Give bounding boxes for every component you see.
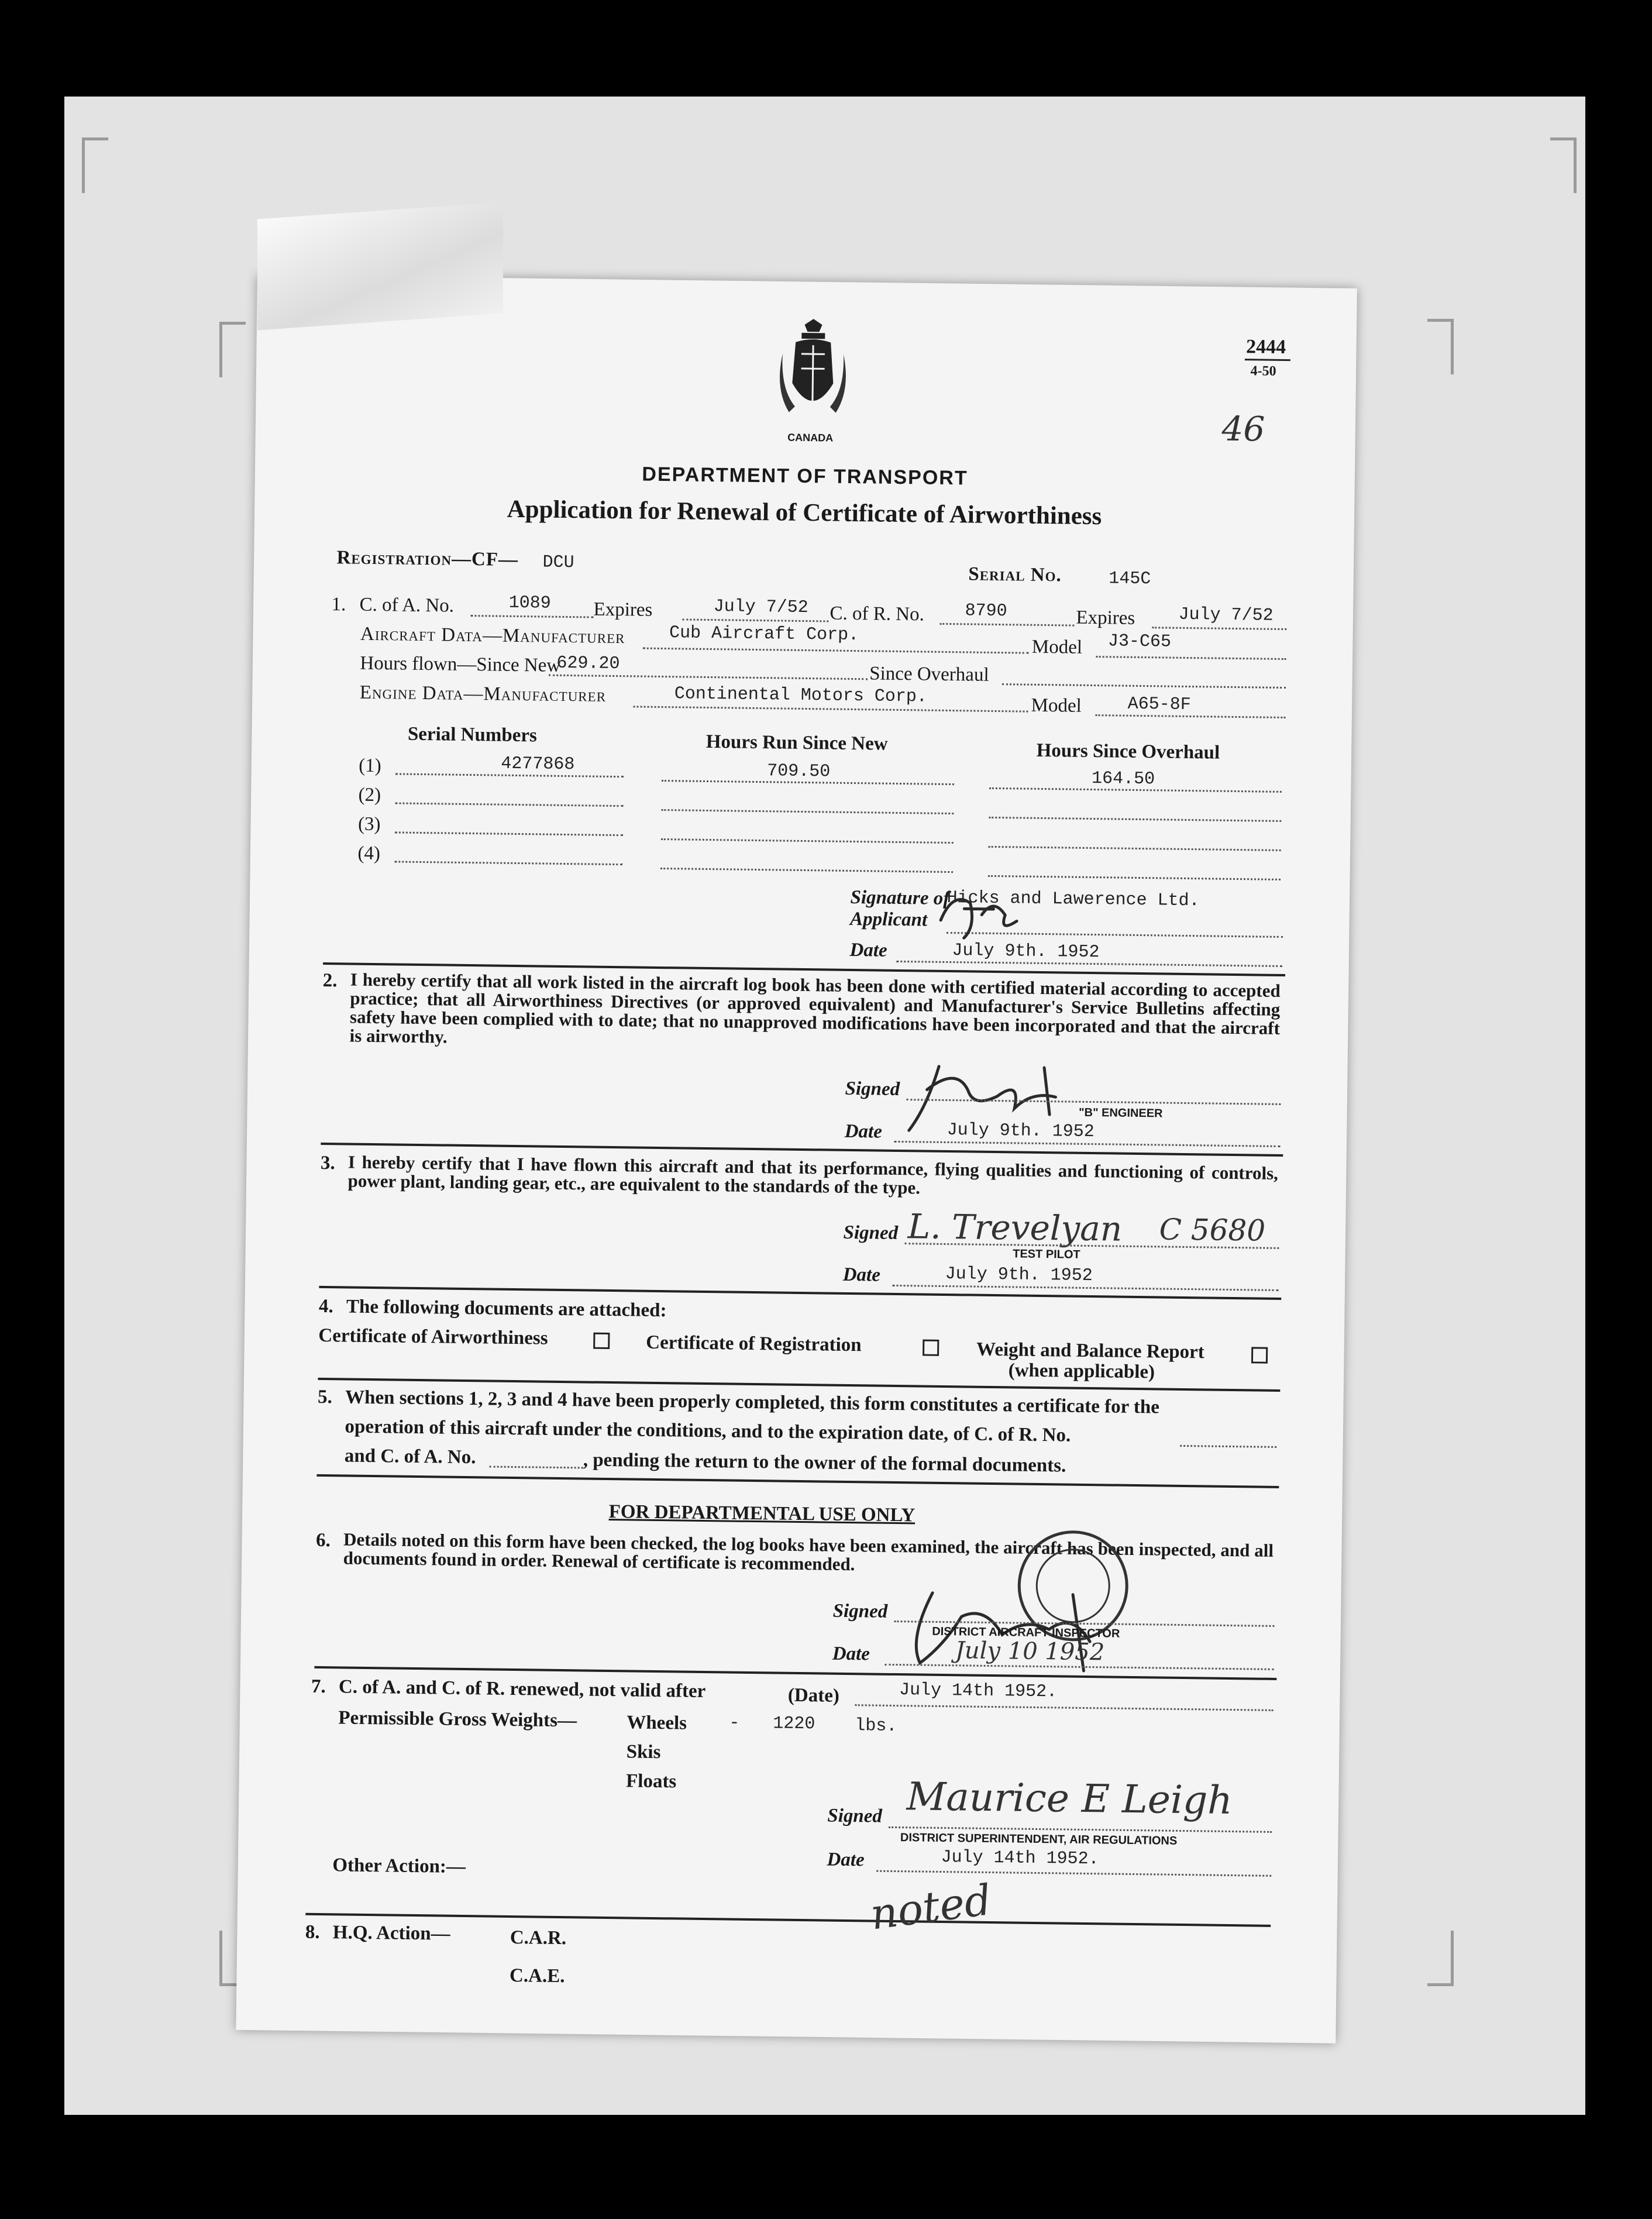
col-hours-overhaul: Hours Since Overhaul bbox=[1036, 739, 1220, 763]
section1-number: 1. bbox=[331, 594, 346, 615]
rule-5 bbox=[316, 1474, 1279, 1488]
engine-data-label: Engine Data—Manufacturer bbox=[359, 682, 607, 706]
ca-value: 1089 bbox=[508, 593, 551, 614]
weights-label: Permissible Gross Weights— bbox=[338, 1707, 577, 1732]
section7-number: 7. bbox=[311, 1676, 326, 1698]
section2-role: "B" ENGINEER bbox=[1078, 1106, 1163, 1120]
model-value: J3-C65 bbox=[1107, 631, 1172, 652]
section3-signed-label: Signed bbox=[843, 1222, 899, 1244]
row-number: (4) bbox=[357, 842, 381, 865]
doc-certificate-registration: Certificate of Registration bbox=[646, 1332, 862, 1356]
cae-label: C.A.E. bbox=[509, 1965, 565, 1987]
section7-date-label: Date bbox=[827, 1849, 865, 1871]
row-dots bbox=[989, 846, 1281, 851]
row-number: (3) bbox=[357, 813, 381, 835]
hq-noted-handwriting: noted bbox=[868, 1874, 994, 1939]
model-dots bbox=[1096, 656, 1286, 660]
section3-role: TEST PILOT bbox=[1013, 1247, 1080, 1261]
section7-date-dots2 bbox=[876, 1870, 1271, 1877]
section5-line3b: , pending the return to the owner of the formal documents. bbox=[583, 1449, 1066, 1477]
engine-serial-value: 4277868 bbox=[501, 754, 575, 775]
section3-date-value: July 9th. 1952 bbox=[945, 1264, 1093, 1286]
row-number: (1) bbox=[359, 755, 381, 777]
row-dots bbox=[660, 868, 953, 873]
section2-date-label: Date bbox=[844, 1120, 883, 1143]
row-number: (2) bbox=[358, 784, 381, 806]
coat-of-arms-label: CANADA bbox=[787, 431, 834, 444]
section7-date-paren: (Date) bbox=[787, 1684, 840, 1707]
row-dots bbox=[989, 817, 1281, 822]
handwritten-page-number: 46 bbox=[1221, 408, 1265, 449]
section5-line3a: and C. of A. No. bbox=[344, 1445, 476, 1468]
registration-label: Registration—CF— bbox=[336, 547, 519, 570]
overhaul-dots bbox=[1002, 683, 1286, 689]
row-dots bbox=[394, 861, 622, 865]
expires-dots bbox=[682, 618, 828, 622]
pilot-signature: L. Trevelyan bbox=[907, 1206, 1123, 1249]
expires2-dots bbox=[1152, 627, 1286, 630]
doc3-checkbox[interactable] bbox=[1251, 1347, 1268, 1363]
expires-value: July 7/52 bbox=[713, 597, 808, 618]
applicant-name: Hicks and Lawerence Ltd. bbox=[947, 887, 1200, 911]
section3-text: I hereby certify that I have flown this aircraft and that its performance, flying qualities and functioning of controls, power plant, landing gear, etc., are equivalent to the standards of the type. bbox=[347, 1151, 1279, 1198]
section7-sign-date-value: July 14th 1952. bbox=[941, 1847, 1099, 1870]
section7-date-value: July 14th 1952. bbox=[899, 1680, 1058, 1702]
section5-line2: operation of this aircraft under the conditions, and to the expiration date, of C. of R. No. bbox=[345, 1416, 1071, 1446]
section5-cr-dots bbox=[1180, 1445, 1276, 1448]
section2-number: 2. bbox=[322, 969, 338, 992]
section6-date-value: July 10 1952 bbox=[955, 1637, 1105, 1666]
doc-certificate-airworthiness: Certificate of Airworthiness bbox=[318, 1324, 548, 1349]
col-hours-run-new: Hours Run Since New bbox=[705, 731, 888, 755]
section5-line1: When sections 1, 2, 3 and 4 have been properly completed, this form constitutes a certificate for the bbox=[345, 1387, 1160, 1418]
row-dots bbox=[395, 831, 623, 836]
section6-date-label: Date bbox=[832, 1643, 870, 1665]
applicant-label: Applicant bbox=[849, 908, 928, 931]
wheels-value: 1220 bbox=[773, 1714, 815, 1735]
wheels-label: Wheels bbox=[627, 1712, 687, 1734]
section6-role: DISTRICT AIRCRAFT INSPECTOR bbox=[932, 1625, 1120, 1640]
engine-model-label: Model bbox=[1031, 694, 1082, 717]
section5-ca-dots bbox=[490, 1466, 583, 1469]
form-title: Application for Renewal of Certificate of Airworthiness bbox=[507, 495, 1102, 531]
expires2-label: Expires bbox=[1076, 607, 1135, 629]
departmental-heading: FOR DEPARTMENTAL USE ONLY bbox=[608, 1501, 916, 1526]
model-label: Model bbox=[1031, 636, 1083, 658]
hours-flown-value: 629.20 bbox=[556, 653, 620, 675]
registration-value: DCU bbox=[542, 552, 574, 573]
section2-signed-label: Signed bbox=[845, 1078, 900, 1100]
section8-number: 8. bbox=[305, 1921, 320, 1943]
col-serial-numbers: Serial Numbers bbox=[407, 723, 538, 746]
row-dots bbox=[661, 809, 954, 814]
wheels-dash: - bbox=[729, 1713, 740, 1733]
row-dots bbox=[988, 875, 1281, 880]
section7-signed-label: Signed bbox=[827, 1805, 883, 1827]
form-number-rule bbox=[1245, 359, 1290, 361]
cr-label: C. of R. No. bbox=[830, 603, 925, 625]
applicant-signature bbox=[929, 879, 1035, 951]
since-overhaul-label: Since Overhaul bbox=[869, 663, 989, 686]
wheels-unit: lbs. bbox=[855, 1716, 897, 1737]
aircraft-data-label: Aircraft Data—Manufacturer bbox=[360, 623, 625, 648]
row-dots bbox=[395, 802, 623, 807]
section4-number: 4. bbox=[318, 1295, 333, 1317]
row-dots bbox=[661, 838, 954, 844]
ca-dots bbox=[470, 615, 593, 618]
hours-flown-label: Hours flown—Since New bbox=[360, 652, 561, 676]
floats-label: Floats bbox=[625, 1770, 677, 1793]
section5-number: 5. bbox=[317, 1386, 333, 1408]
department-title: DEPARTMENT OF TRANSPORT bbox=[642, 463, 968, 490]
aircraft-dots bbox=[643, 648, 1029, 654]
form-date: 4-50 bbox=[1250, 363, 1276, 379]
skis-label: Skis bbox=[626, 1741, 661, 1763]
expires-label: Expires bbox=[593, 598, 653, 621]
applicant-date-value: July 9th. 1952 bbox=[952, 941, 1100, 963]
aircraft-manufacturer-value: Cub Aircraft Corp. bbox=[669, 623, 859, 646]
section7-text: C. of A. and C. of R. renewed, not valid after bbox=[338, 1676, 706, 1702]
pilot-licence: C 5680 bbox=[1159, 1212, 1266, 1248]
form-number: 2444 bbox=[1245, 336, 1286, 358]
doc3-note: (when applicable) bbox=[1008, 1360, 1155, 1383]
coat-of-arms-icon bbox=[777, 318, 848, 430]
engine-dots bbox=[634, 706, 1028, 712]
doc-weight-balance: Weight and Balance Report bbox=[976, 1339, 1204, 1363]
section3-date-label: Date bbox=[842, 1264, 881, 1286]
serial-value: 145C bbox=[1109, 569, 1151, 590]
section6-signed-label: Signed bbox=[832, 1600, 888, 1622]
section6-text: Details noted on this form have been checked, the log books have been examined, the aircraft has been inspected, and all documents found in order. Renewal of certificate is recommended. bbox=[343, 1529, 1274, 1575]
engine-manufacturer-value: Continental Motors Corp. bbox=[674, 684, 928, 707]
car-label: C.A.R. bbox=[510, 1926, 567, 1949]
hours-dots bbox=[549, 675, 868, 680]
superintendent-signature: Maurice E Leigh bbox=[906, 1774, 1233, 1824]
engine-model-dots bbox=[1095, 714, 1285, 718]
doc1-checkbox[interactable] bbox=[593, 1333, 610, 1349]
section2-date-value: July 9th. 1952 bbox=[947, 1120, 1095, 1143]
other-action-label: Other Action:— bbox=[332, 1855, 466, 1878]
section4-text: The following documents are attached: bbox=[346, 1296, 667, 1322]
section3-number: 3. bbox=[320, 1152, 335, 1174]
engine-model-value: A65-8F bbox=[1127, 694, 1191, 715]
serial-label: Serial No. bbox=[968, 563, 1062, 586]
expires2-value: July 7/52 bbox=[1178, 604, 1274, 626]
section7-role: DISTRICT SUPERINTENDENT, AIR REGULATIONS bbox=[900, 1831, 1178, 1848]
applicant-date-label: Date bbox=[849, 939, 887, 961]
section6-number: 6. bbox=[315, 1529, 331, 1551]
hq-action-label: H.Q. Action— bbox=[332, 1922, 450, 1945]
cr-value: 8790 bbox=[965, 601, 1007, 622]
doc2-checkbox[interactable] bbox=[923, 1340, 939, 1356]
section2-text: I hereby certify that all work listed in the aircraft log book has been done with certified material according to accepted practice; that all Airworthiness Directives (or approved equivalent) and Manufacturer's Service Bulletins affecting safety have been complied with to date; that no unapproved modifications have been incorporated and that the aircraft is airworthy. bbox=[349, 969, 1281, 1047]
section7-date-dots bbox=[855, 1704, 1274, 1711]
ca-label: C. of A. No. bbox=[359, 594, 455, 617]
signature-of-label: Signature of bbox=[850, 886, 950, 910]
cr-dots bbox=[939, 623, 1074, 627]
hours-overhaul-value: 164.50 bbox=[1091, 768, 1155, 790]
hours-new-value: 709.50 bbox=[767, 761, 831, 782]
